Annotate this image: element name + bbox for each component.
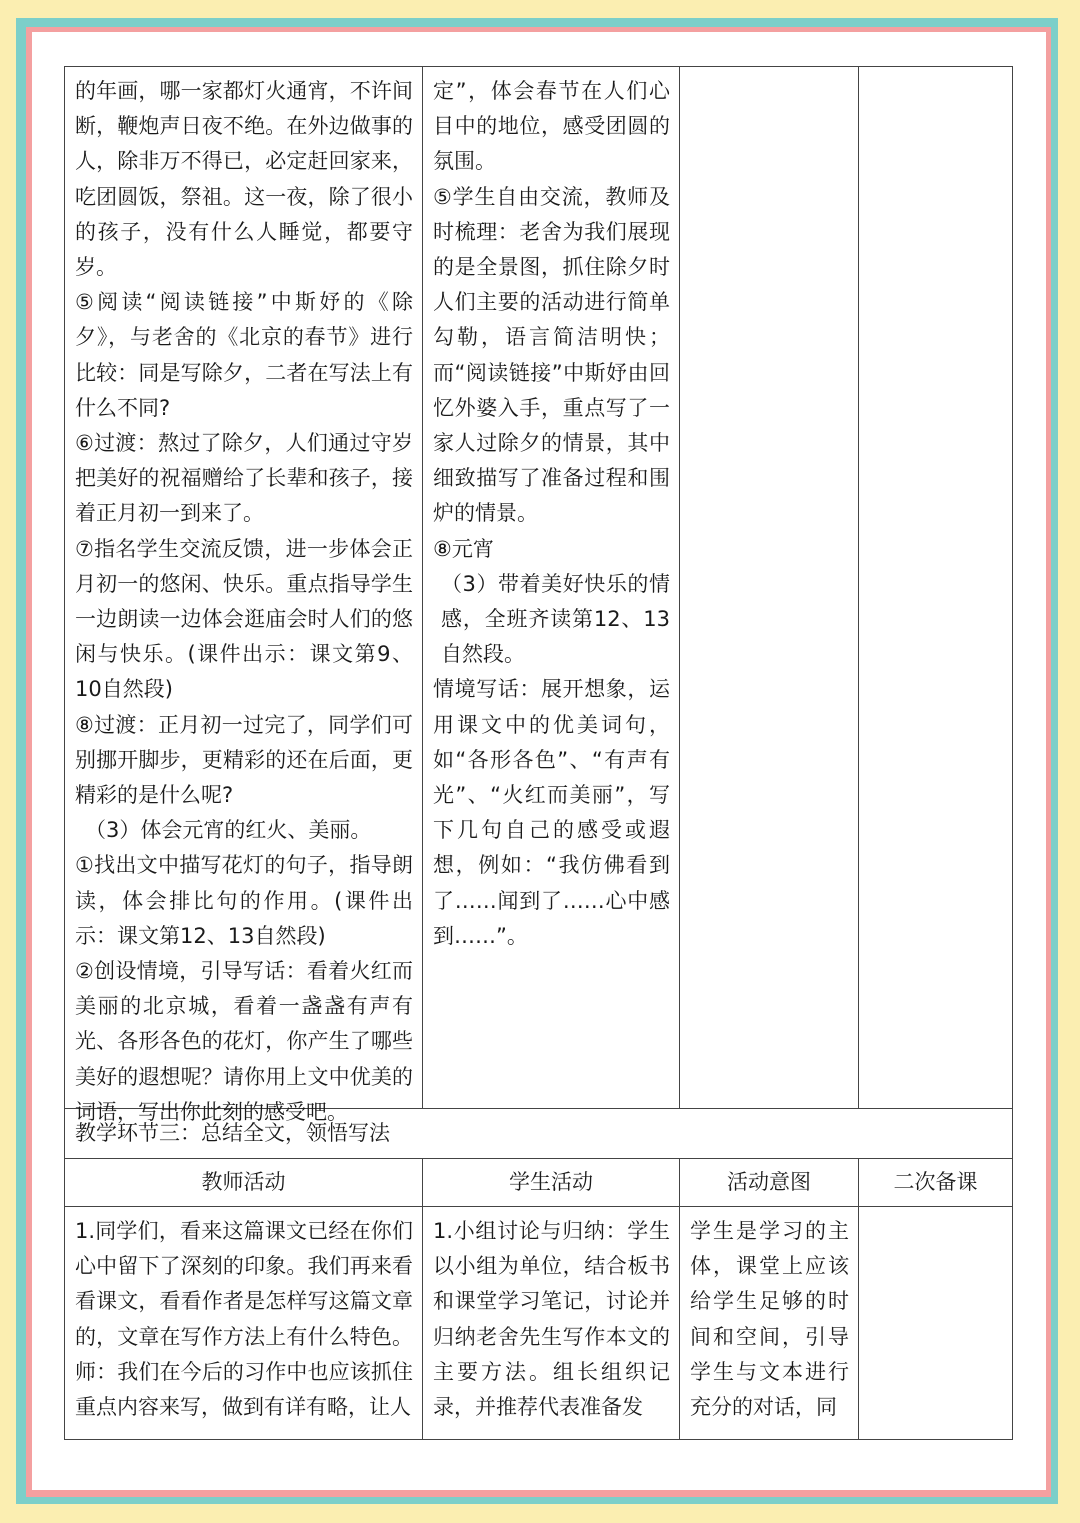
- paragraph: 1.小组讨论与归纳：学生以小组为单位，结合板书和课堂学习笔记，讨论并归纳老舍先生写作本文的主要方法。组长组织记录，并推荐代表准备发: [433, 1219, 670, 1420]
- paragraph: ⑥过渡：熬过了除夕，人们通过守岁把美好的祝福赠给了长辈和孩子，接着正月初一到来了。: [75, 431, 413, 526]
- paragraph: ⑦指名学生交流反馈，进一步体会正月初一的悠闲、快乐。重点指导学生一边朗读一边体会逛庙会时人们的悠闲与快乐。(课件出示：课文第9、10自然段): [75, 536, 413, 702]
- intent-cell-empty: [680, 67, 858, 1108]
- student-activity-cell: [423, 67, 679, 1108]
- intent-cell-2: [680, 1207, 858, 1439]
- paragraph: （3）带着美好快乐的情感，全班齐读第12、13自然段。: [441, 571, 670, 667]
- teacher-activity-cell: [65, 67, 422, 1124]
- teacher-activity-cell-2: [65, 1207, 422, 1439]
- paragraph: ②创设情境，引导写话：看着火红而美丽的北京城，看着一盏盏有声有光、各形各色的花灯，你产生了哪些美好的遐想呢？请你用上文中优美的词语，写出你此刻的感受吧。: [75, 959, 413, 1124]
- paragraph: 的年画，哪一家都灯火通宵，不许间断，鞭炮声日夜不绝。在外边做事的人，除非万不得已，必定赶回家来，吃团圆饭，祭祖。这一夜，除了很小的孩子，没有什么人睡觉，都要守岁。: [75, 79, 413, 280]
- student-activity-cell-2: [423, 1207, 679, 1439]
- paragraph: ⑤学生自由交流，教师及时梳理：老舍为我们展现的是全景图，抓住除夕时人们主要的活动进行简单勾勒，语言简洁明快；而“阅读链接”中斯妤由回忆外婆入手，重点写了一家人过除夕的情景，其中细致描写了准备过程和围炉的情景。: [433, 184, 670, 526]
- paragraph: ⑧过渡：正月初一过完了，同学们可别挪开脚步，更精彩的还在后面，更精彩的是什么呢?: [75, 712, 413, 808]
- paragraph: 情境写话：展开想象，运用课文中的优美词句，如“各形各色”、“有声有光”、“火红而美丽”，写下几句自己的感受或遐想，例如：“我仿佛看到了……闻到了……心中感到……”。: [433, 677, 670, 948]
- paragraph: ⑧元宵: [433, 536, 494, 561]
- header-activity-intent: 活动意图: [727, 1170, 811, 1194]
- paragraph: ①找出文中描写花灯的句子，指导朗读，体会排比句的作用。(课件出示：课文第12、13自然段): [75, 853, 413, 948]
- paragraph: 1.同学们，看来这篇课文已经在你们心中留下了深刻的印象。我们再来看看课文，看看作者是怎样写这篇文章的，文章在写作方法上有什么特色。师：我们在今后的习作中也应该抓住重点内容来写，做到有详有略，让人: [75, 1219, 413, 1420]
- paragraph: 定”，体会春节在人们心目中的地位，感受团圆的氛围。: [433, 79, 670, 174]
- paragraph: ⑤阅读“阅读链接”中斯妤的《除夕》，与老舍的《北京的春节》进行比较：同是写除夕，二者在写法上有什么不同?: [75, 290, 413, 420]
- paragraph: （3）体会元宵的红火、美丽。: [85, 818, 372, 843]
- header-teacher-activity: 教师活动: [201, 1170, 286, 1194]
- notes-cell-2-empty: [859, 1207, 1012, 1439]
- paragraph: 学生是学习的主体，课堂上应该给学生足够的时间和空间，引导学生与文本进行充分的对话，同: [690, 1219, 849, 1420]
- section-title: 教学环节三：总结全文，领悟写法: [75, 1121, 390, 1145]
- notes-cell-empty: [859, 67, 1012, 1108]
- lesson-plan-table: [64, 66, 1013, 1440]
- header-student-activity: 学生活动: [509, 1170, 593, 1194]
- header-second-prep: 二次备课: [893, 1170, 978, 1194]
